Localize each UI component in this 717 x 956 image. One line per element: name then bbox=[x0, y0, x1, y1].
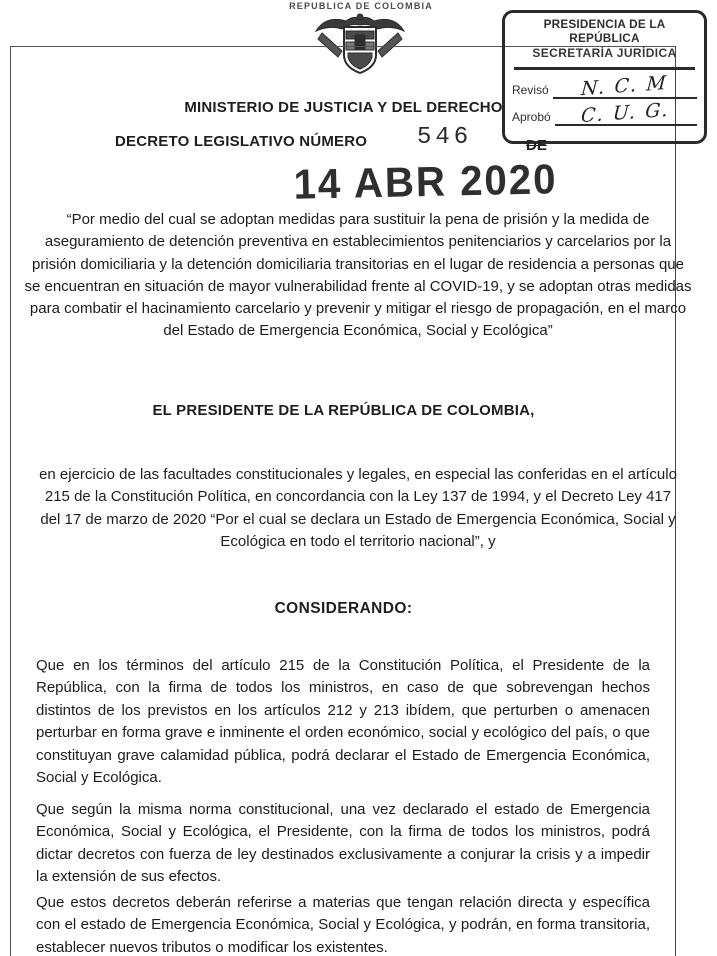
stamp-reviso-row bbox=[512, 71, 697, 101]
reviso-signature-line bbox=[553, 71, 697, 101]
considerando-heading: CONSIDERANDO: bbox=[274, 600, 413, 617]
body-paragraph-1: Que en los términos del artículo 215 de la Constitución Política, el Presidente de la República, con la firma de todos los ministros, en caso de que sobrevengan hechos distintos de los previstos en los artículos 212 y 213 ibídem, que perturben o amenacen perturbar en forma grave e inminente el orden económico, social y ecológico del país, o que constituyan grave calamidad pública, podrá declarar el Estado de Emergencia Económica, Social y Ecológica. bbox=[36, 657, 650, 787]
country-label: REPUBLICA DE COLOMBIA bbox=[289, 1, 433, 11]
decree-title-quote: “Por medio del cual se adoptan medidas para sustituir la pena de prisión y la medida de aseguramiento de detención preventiva en establecimientos penitenciarios y carcelarios por la prisión domiciliaria y la detención domiciliaria transitorias en el lugar de residencia a personas que se encuentran en situación de mayor vulnerabilidad frente al COVID-19, y se adoptan otras medidas para combatir el hacinamiento carcelario y prevenir y mitigar el riesgo de propagación, en el marco del Estado de Emergencia Económica, Social y Ecológica” bbox=[24, 211, 692, 340]
decree-number-label: DECRETO LEGISLATIVO NÚMERO bbox=[115, 133, 368, 150]
reviso-label: Revisó bbox=[512, 83, 549, 97]
stamp-divider bbox=[514, 67, 695, 70]
date-stamp: 14 ABR 2020 bbox=[293, 155, 558, 208]
faculties-paragraph: en ejercicio de las facultades constitucionales y legales, en especial las conferidas en el artículo 215 de la Constitución Política, en concordancia con la Ley 137 de 1994, y el Decreto Ley 417 del 17 de marzo de 2020 “Por el cual se declara un Estado de Emergencia Económica, Social y Ecológica en todo el territorio nacional”, y bbox=[39, 466, 677, 550]
body-paragraph-2: Que según la misma norma constitucional, una vez declarado el estado de Emergencia Económica, Social y Ecológica, el Presidente, con la firma de todos los ministros, podrá dictar decretos con fuerza de ley destinados exclusivamente a conjurar la crisis y a impedir la extensión de sus efectos. bbox=[36, 801, 650, 886]
stamp-title: PRESIDENCIA DE LA REPÚBLICA bbox=[543, 17, 666, 45]
page-frame-left-border bbox=[10, 46, 11, 956]
reviso-signature: N. C. M bbox=[580, 71, 669, 101]
decree-de-label: DE bbox=[526, 137, 547, 154]
decree-number-value: 546 bbox=[417, 124, 473, 151]
aprobo-label: Aprobó bbox=[512, 110, 551, 124]
aprobo-signature: C. U. G. bbox=[580, 98, 671, 128]
body-paragraph-3: Que estos decretos deberán referirse a materias que tengan relación directa y específica con el estado de Emergencia Económica, Social y Ecológica, y podrán, en forma transitoria, establecer nuevos tributos o modificar los existentes. bbox=[36, 894, 650, 956]
stamp-subtitle: SECRETARÍA JURÍDICA bbox=[532, 46, 677, 60]
secretaria-juridica-stamp bbox=[502, 10, 707, 144]
president-heading: EL PRESIDENTE DE LA REPÚBLICA DE COLOMBIA, bbox=[152, 402, 535, 419]
colombia-coat-of-arms-icon bbox=[312, 11, 408, 77]
ministry-title: MINISTERIO DE JUSTICIA Y DEL DERECHO bbox=[184, 99, 503, 116]
